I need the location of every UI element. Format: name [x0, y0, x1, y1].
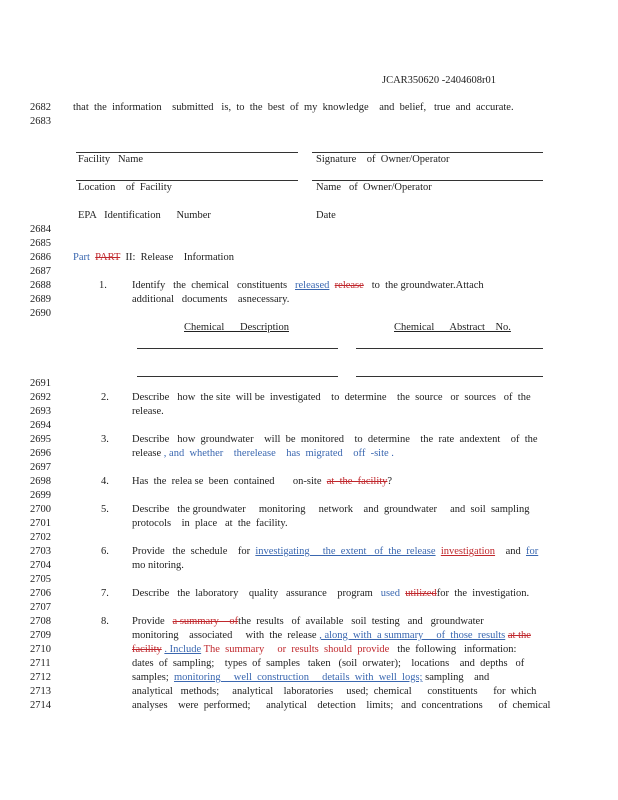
line-number: 2695 [30, 434, 51, 445]
part-inserted: Part [73, 252, 90, 263]
text: and [505, 546, 521, 557]
line-number: 2702 [30, 532, 51, 543]
text: for the investigation. [436, 588, 530, 599]
epa-id-label: EPA Identification Number [78, 210, 211, 221]
line-number: 2690 [30, 308, 51, 319]
item-5-line-2: protocols in place at the facility. [132, 518, 288, 529]
item-6-line-1 [132, 546, 538, 557]
deleted-text: at the facility [326, 476, 388, 487]
inserted-text: . Include [164, 644, 202, 655]
line-number: 2694 [30, 420, 51, 431]
part-deleted: PART [95, 252, 121, 263]
table-rule [356, 348, 543, 349]
item-8-line-2 [132, 630, 531, 641]
line-number: 2689 [30, 294, 51, 305]
inserted-text: monitoring well construction details with well logs; [174, 672, 423, 683]
table-rule [356, 376, 543, 377]
item-3-line-2 [132, 448, 394, 459]
text: the results of available soil testing and groundwater [238, 616, 484, 627]
facility-name-label: Facility Name [78, 154, 144, 165]
text: monitoring associated with the release [132, 630, 317, 641]
line-number: 2698 [30, 476, 51, 487]
item-2-line-2: release. [132, 406, 164, 417]
item-7-line-1 [132, 588, 529, 599]
text: Provide the schedule for [132, 546, 251, 557]
item-1-line-1 [132, 280, 484, 291]
item-3-line-1: Describe how groundwater will be monitored to determine the rate andextent of the [132, 434, 538, 445]
line-number: 2703 [30, 546, 51, 557]
item-8-line-4: dates of sampling; types of samples taken (soil orwater); locations and depths of [132, 658, 525, 669]
text: Provide [132, 616, 165, 627]
item-number: 7. [101, 588, 109, 599]
line-number: 2708 [30, 616, 51, 627]
line-number: 2699 [30, 490, 51, 501]
deleted-text: facility [132, 644, 162, 655]
line-number: 2707 [30, 602, 51, 613]
line-number: 2710 [30, 644, 51, 655]
item-1-line-2: additional documents asnecessary. [132, 294, 290, 305]
line-number: 2687 [30, 266, 51, 277]
line-number: 2704 [30, 560, 51, 571]
signature-rule [312, 152, 543, 153]
line-number: 2709 [30, 630, 51, 641]
deleted-text: at the [507, 630, 531, 641]
item-2-line-1: Describe how the site will be investigated to determine the source or sources of the [132, 392, 531, 403]
item-number: 6. [101, 546, 109, 557]
text: Describe the laboratory quality assurance program [132, 588, 373, 599]
line-number: 2685 [30, 238, 51, 249]
signature-rule [76, 180, 298, 181]
item-8-line-3 [132, 644, 516, 655]
inserted-text: , and whether therelease has migrated off -site . [163, 448, 394, 459]
line-number: 2701 [30, 518, 51, 529]
line-number: 2683 [30, 116, 51, 127]
line-number: 2696 [30, 448, 51, 459]
line-number: 2706 [30, 588, 51, 599]
item-number: 4. [101, 476, 109, 487]
signature-rule [76, 152, 298, 153]
item-6-line-2: mo nitoring. [132, 560, 184, 571]
line-number: 2705 [30, 574, 51, 585]
document-id: JCAR350620 -2404608r01 [382, 75, 497, 86]
signature-rule [312, 180, 543, 181]
item-number: 2. [101, 392, 109, 403]
line-number: 2684 [30, 224, 51, 235]
item-number: 1. [99, 280, 107, 291]
deleted-text: a summary of [172, 616, 239, 627]
item-8-line-5 [132, 672, 489, 683]
line-number: 2686 [30, 252, 51, 263]
table-rule [137, 376, 338, 377]
line-number: 2688 [30, 280, 51, 291]
line-number: 2700 [30, 504, 51, 515]
item-4-line-1 [132, 476, 392, 487]
inserted-text: , along with a summary of those results [319, 630, 506, 641]
signature-label: Signature of Owner/Operator [316, 154, 450, 165]
deleted-text: investigation [440, 546, 496, 557]
inserted-text: for [525, 546, 539, 557]
date-label: Date [316, 210, 336, 221]
item-8-line-6: analytical methods; analytical laboratories used; chemical constituents for which [132, 686, 537, 697]
deleted-text: release [334, 280, 364, 291]
intro-line: that the information submitted is, to the best of my knowledge and belief, true and accurate. [73, 102, 514, 113]
table-rule [137, 348, 338, 349]
item-number: 3. [101, 434, 109, 445]
line-number: 2713 [30, 686, 51, 697]
chemical-description-header: Chemical Description [184, 322, 289, 333]
text: Has the relea se been contained on-site [132, 476, 322, 487]
item-8-line-1 [132, 616, 484, 627]
deleted-text: utilized [405, 588, 437, 599]
text: Identify the chemical constituents [132, 280, 288, 291]
line-number: 2697 [30, 462, 51, 473]
inserted-text: investigating the extent of the release [255, 546, 436, 557]
inserted-text: The summary or results should provide [203, 644, 390, 655]
text: sampling and [425, 672, 490, 683]
part-heading [73, 252, 234, 263]
line-number: 2711 [30, 658, 51, 669]
item-5-line-1: Describe the groundwater monitoring network and groundwater and soil sampling [132, 504, 530, 515]
location-label: Location of Facility [78, 182, 172, 193]
line-number: 2714 [30, 700, 51, 711]
inserted-text: used [380, 588, 400, 599]
text: ? [387, 476, 393, 487]
chemical-abstract-header: Chemical Abstract No. [394, 322, 511, 333]
text: to the groundwater.Attach [371, 280, 484, 291]
part-title: II: Release Information [125, 252, 234, 263]
line-number: 2693 [30, 406, 51, 417]
line-number: 2692 [30, 392, 51, 403]
line-number: 2712 [30, 672, 51, 683]
item-number: 8. [101, 616, 109, 627]
line-number: 2691 [30, 378, 51, 389]
text: release [132, 448, 162, 459]
item-number: 5. [101, 504, 109, 515]
text: the following information: [397, 644, 517, 655]
text: samples; [132, 672, 169, 683]
line-number: 2682 [30, 102, 51, 113]
item-8-line-7: analyses were performed; analytical detection limits; and concentrations of chemical [132, 700, 551, 711]
inserted-text: released [295, 280, 330, 291]
owner-name-label: Name of Owner/Operator [316, 182, 432, 193]
